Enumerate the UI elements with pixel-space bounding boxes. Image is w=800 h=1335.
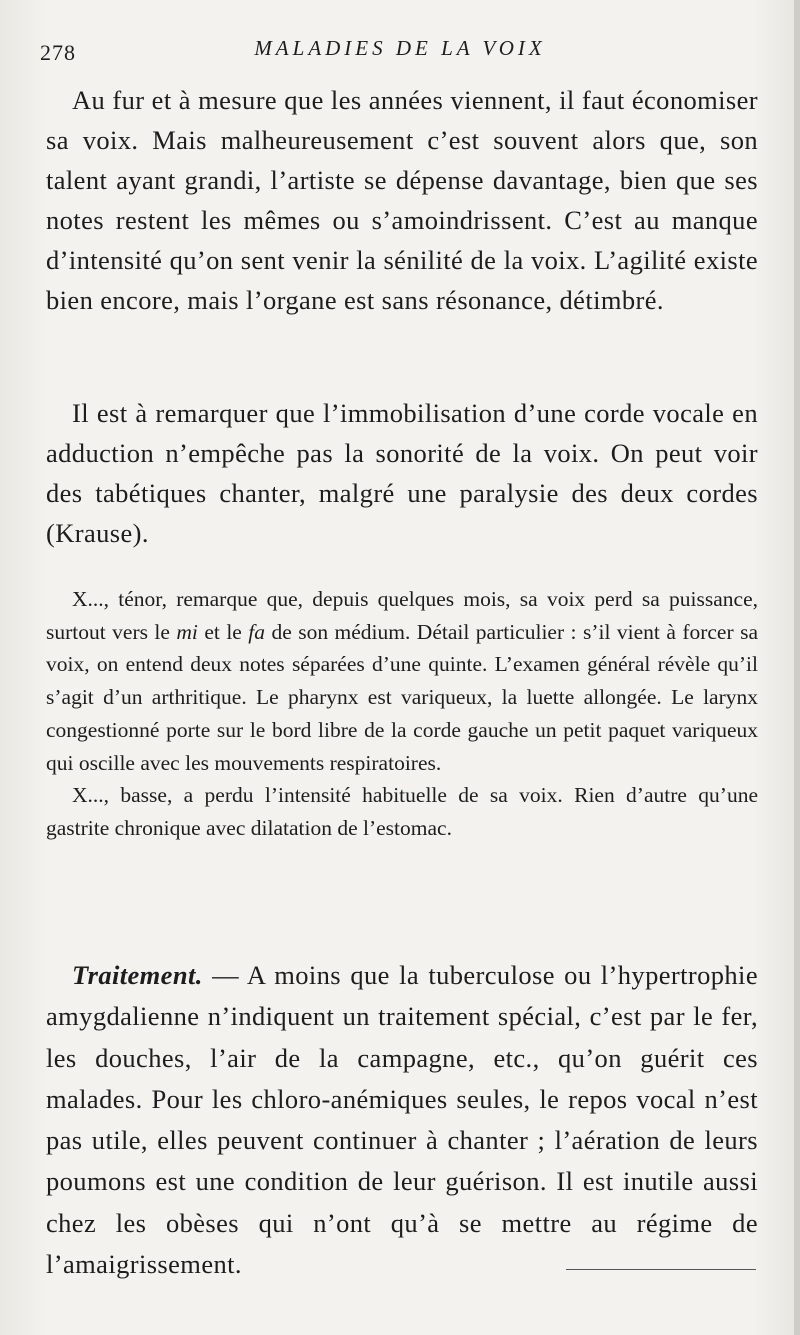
end-rule [566,1269,756,1270]
page-number: 278 [40,40,76,65]
treatment-paragraph [46,955,758,1285]
running-head: MALADIES DE LA VOIX [254,36,546,60]
case-bass: X..., basse, a perdu l’intensité habituelle de sa voix. Rien d’autre qu’une gastrite chronique avec dilatation de l’estomac. [46,783,758,840]
paragraph-aging-voice [46,80,758,320]
treatment-heading: Traitement. [72,960,203,990]
treatment-section [46,955,758,1285]
note-mi: mi [176,619,198,644]
paragraph-text: Il est à remarquer que l’immobilisation d’une corde vocale en adduction n’empêche pas la sonorité de la voix. On peut voir des tabétiques chanter, malgré une paralysie des deux cordes (Krause). [46,398,758,548]
page-header [40,36,760,66]
paragraph-text: Au fur et à mesure que les années viennent, il faut économiser sa voix. Mais malheureusement c’est souvent alors que, son talent ayant grandi, l’artiste se dépense davantage, bien que ses notes restent les mêmes ou s’amoindrissent. C’est au manque d’intensité qu’on sent venir la sénilité de la voix. L’agilité existe bien encore, mais l’organe est sans résonance, détimbré. [46,85,758,315]
case-observations [46,583,758,845]
note-fa: fa [248,619,266,644]
case-tenor: X..., ténor, remarque que, depuis quelques mois, sa voix perd sa puissance, surtout vers le mi et le fa de son médium. Détail particulier : s’il vient à forcer sa voix, on entend deux notes séparées d’une quinte. L’examen général révèle qu’il s’agit d’un arthritique. Le pharynx est variqueux, la luette allongée. Le larynx congestionné porte sur le bord libre de la corde gauche un petit paquet variqueux qui oscille avec les mouvements respiratoires. [46,587,758,775]
treatment-text: A moins que la tuberculose ou l’hypertrophie amygdalienne n’indiquent un traitement spécial, c’est par le fer, les douches, l’air de la campagne, etc., qu’on guérit ces malades. Pour les chloro-anémiques seules, le repos vocal n’est pas utile, elles peuvent continuer à chanter ; l’aération de leurs poumons est une condition de leur guérison. Il est inutile aussi chez les obèses qui n’ont qu’à se mettre au régime de l’amaigrissement. [46,960,758,1280]
paragraph-vocal-cord [46,393,758,553]
treatment-dash: — [202,960,247,990]
